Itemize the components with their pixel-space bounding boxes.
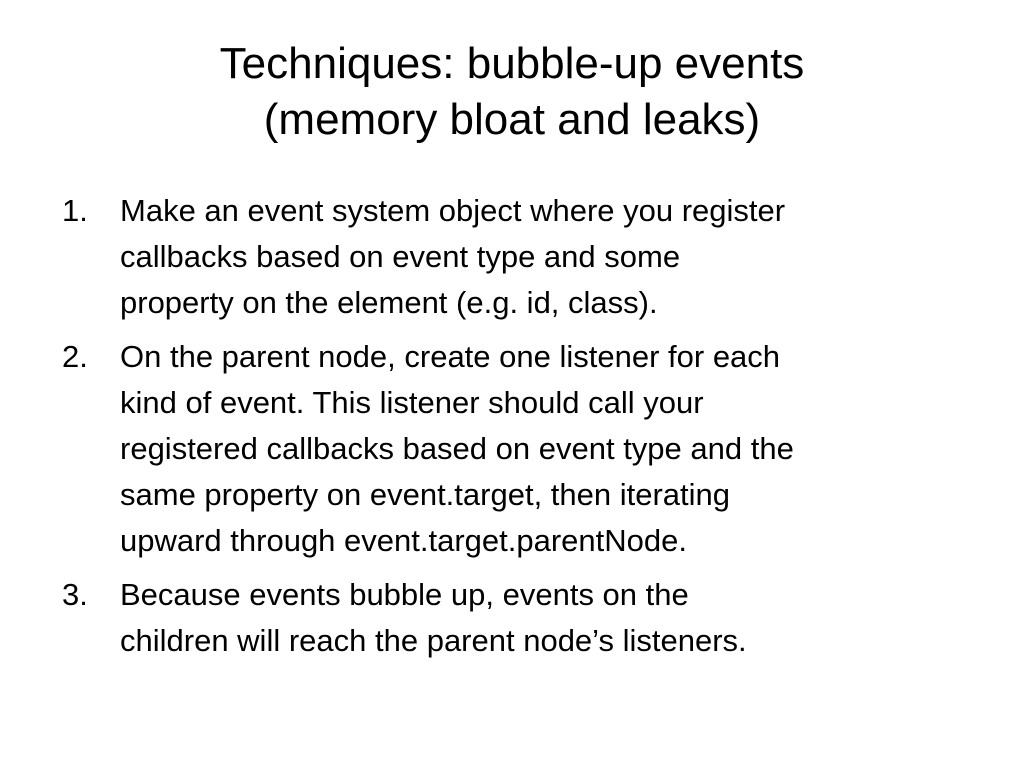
list-item-line: Because events bubble up, events on the <box>120 577 689 612</box>
list-item-line: children will reach the parent node’s listeners. <box>120 623 747 658</box>
list-item <box>56 188 976 326</box>
list-item-line: kind of event. This listener should call your <box>120 385 704 420</box>
list-item <box>56 572 976 664</box>
list-item-number: 1. <box>62 193 88 228</box>
list-item-line: same property on event.target, then iterating <box>120 477 731 512</box>
list-item-number: 3. <box>62 577 88 612</box>
list-item-line: On the parent node, create one listener for each <box>120 339 781 374</box>
list-item <box>56 334 976 564</box>
slide-title <box>80 36 944 148</box>
numbered-list <box>56 188 976 672</box>
title-line: Techniques: bubble-up events <box>219 39 805 88</box>
list-item-line: registered callbacks based on event type and the <box>120 431 794 466</box>
list-item-line: Make an event system object where you register <box>120 193 786 228</box>
title-line: (memory bloat and leaks) <box>263 95 761 144</box>
list-item-line: upward through event.target.parentNode. <box>120 523 687 558</box>
list-item-number: 2. <box>62 339 88 374</box>
list-item-line: callbacks based on event type and some <box>120 239 681 274</box>
list-item-line: property on the element (e.g. id, class). <box>120 285 658 320</box>
